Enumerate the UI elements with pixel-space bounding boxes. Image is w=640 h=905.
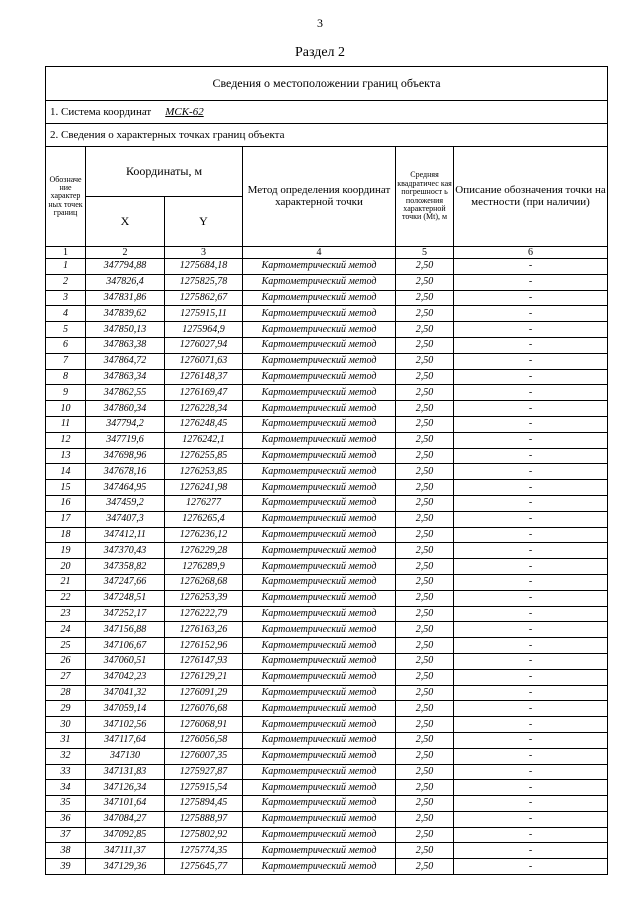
y-coord-cell: 1276229,28 (165, 543, 243, 559)
point-id-cell: 3 (46, 290, 86, 306)
y-coord-cell: 1276068,91 (165, 717, 243, 733)
point-id-cell: 13 (46, 448, 86, 464)
method-cell: Картометрический метод (243, 432, 396, 448)
x-coord-cell: 347252,17 (86, 606, 165, 622)
table-row (46, 859, 608, 875)
accuracy-cell: 2,50 (396, 748, 454, 764)
y-coord-cell: 1275888,97 (165, 811, 243, 827)
point-id-cell: 2 (46, 274, 86, 290)
table-row (46, 748, 608, 764)
table-row (46, 732, 608, 748)
point-id-cell: 5 (46, 322, 86, 338)
table-row (46, 337, 608, 353)
accuracy-cell: 2,50 (396, 369, 454, 385)
coord-system-label: 1. Система координат (50, 106, 152, 118)
method-cell: Картометрический метод (243, 385, 396, 401)
accuracy-cell: 2,50 (396, 717, 454, 733)
method-cell: Картометрический метод (243, 859, 396, 875)
point-id-cell: 16 (46, 495, 86, 511)
accuracy-cell: 2,50 (396, 796, 454, 812)
col-header-description: Описание обозначения точки на местности (при наличии) (454, 147, 608, 247)
y-coord-cell: 1276071,63 (165, 353, 243, 369)
x-coord-cell: 347459,2 (86, 495, 165, 511)
section-title: Раздел 2 (294, 45, 346, 60)
description-cell: - (454, 306, 608, 322)
y-coord-cell: 1276242,1 (165, 432, 243, 448)
accuracy-cell: 2,50 (396, 653, 454, 669)
x-coord-cell: 347839,62 (86, 306, 165, 322)
accuracy-cell: 2,50 (396, 353, 454, 369)
accuracy-cell: 2,50 (396, 480, 454, 496)
table-row (46, 669, 608, 685)
point-id-cell: 8 (46, 369, 86, 385)
description-cell: - (454, 764, 608, 780)
coord-system-value: МСК-62 (165, 106, 204, 118)
table-row (46, 559, 608, 575)
accuracy-cell: 2,50 (396, 559, 454, 575)
column-number: 2 (86, 247, 165, 259)
method-cell: Картометрический метод (243, 511, 396, 527)
method-cell: Картометрический метод (243, 543, 396, 559)
accuracy-cell: 2,50 (396, 732, 454, 748)
coord-system-row (46, 101, 608, 124)
y-coord-cell: 1276091,29 (165, 685, 243, 701)
method-cell: Картометрический метод (243, 732, 396, 748)
y-coord-cell: 1276277 (165, 495, 243, 511)
accuracy-cell: 2,50 (396, 590, 454, 606)
point-id-cell: 28 (46, 685, 86, 701)
description-cell: - (454, 590, 608, 606)
point-id-cell: 1 (46, 259, 86, 275)
method-cell: Картометрический метод (243, 464, 396, 480)
table-row (46, 464, 608, 480)
description-cell: - (454, 401, 608, 417)
method-cell: Картометрический метод (243, 448, 396, 464)
table-row (46, 764, 608, 780)
point-id-cell: 21 (46, 574, 86, 590)
accuracy-cell: 2,50 (396, 322, 454, 338)
method-cell: Картометрический метод (243, 527, 396, 543)
point-id-cell: 35 (46, 796, 86, 812)
col-header-method: Метод определения координат характерной точки (243, 147, 396, 247)
description-cell: - (454, 385, 608, 401)
description-cell: - (454, 337, 608, 353)
y-coord-cell: 1276027,94 (165, 337, 243, 353)
description-cell: - (454, 638, 608, 654)
point-id-cell: 12 (46, 432, 86, 448)
method-cell: Картометрический метод (243, 764, 396, 780)
table-row (46, 638, 608, 654)
description-cell: - (454, 353, 608, 369)
accuracy-cell: 2,50 (396, 606, 454, 622)
description-cell: - (454, 859, 608, 875)
description-cell: - (454, 717, 608, 733)
point-id-cell: 30 (46, 717, 86, 733)
description-cell: - (454, 606, 608, 622)
accuracy-cell: 2,50 (396, 401, 454, 417)
description-cell: - (454, 432, 608, 448)
table-row (46, 495, 608, 511)
method-cell: Картометрический метод (243, 480, 396, 496)
table-row (46, 259, 608, 275)
description-cell: - (454, 843, 608, 859)
accuracy-cell: 2,50 (396, 495, 454, 511)
table-row (46, 543, 608, 559)
point-id-cell: 20 (46, 559, 86, 575)
point-id-cell: 6 (46, 337, 86, 353)
y-coord-cell: 1276056,58 (165, 732, 243, 748)
col-header-y: Y (165, 197, 243, 247)
description-cell: - (454, 732, 608, 748)
table-row (46, 527, 608, 543)
accuracy-cell: 2,50 (396, 527, 454, 543)
x-coord-cell: 347826,4 (86, 274, 165, 290)
method-cell: Картометрический метод (243, 717, 396, 733)
accuracy-cell: 2,50 (396, 764, 454, 780)
y-coord-cell: 1276265,4 (165, 511, 243, 527)
y-coord-cell: 1276147,93 (165, 653, 243, 669)
y-coord-cell: 1276163,26 (165, 622, 243, 638)
x-coord-cell: 347864,72 (86, 353, 165, 369)
table-row (46, 796, 608, 812)
point-id-cell: 34 (46, 780, 86, 796)
page-number: 3 (317, 16, 323, 30)
accuracy-cell: 2,50 (396, 306, 454, 322)
description-cell: - (454, 653, 608, 669)
description-cell: - (454, 480, 608, 496)
method-cell: Картометрический метод (243, 259, 396, 275)
method-cell: Картометрический метод (243, 353, 396, 369)
y-coord-cell: 1276076,68 (165, 701, 243, 717)
method-cell: Картометрический метод (243, 274, 396, 290)
table-row (46, 653, 608, 669)
x-coord-cell: 347248,51 (86, 590, 165, 606)
y-coord-cell: 1275915,11 (165, 306, 243, 322)
point-id-cell: 32 (46, 748, 86, 764)
table-row (46, 353, 608, 369)
accuracy-cell: 2,50 (396, 337, 454, 353)
x-coord-cell: 347464,95 (86, 480, 165, 496)
x-coord-cell: 347156,88 (86, 622, 165, 638)
description-cell: - (454, 543, 608, 559)
method-cell: Картометрический метод (243, 685, 396, 701)
column-number: 6 (454, 247, 608, 259)
accuracy-cell: 2,50 (396, 432, 454, 448)
table-row (46, 574, 608, 590)
y-coord-cell: 1276222,79 (165, 606, 243, 622)
point-id-cell: 15 (46, 480, 86, 496)
point-id-cell: 37 (46, 827, 86, 843)
table-row (46, 385, 608, 401)
x-coord-cell: 347862,55 (86, 385, 165, 401)
table-row (46, 480, 608, 496)
table-row (46, 606, 608, 622)
method-cell: Картометрический метод (243, 827, 396, 843)
accuracy-cell: 2,50 (396, 511, 454, 527)
method-cell: Картометрический метод (243, 495, 396, 511)
table-row (46, 622, 608, 638)
description-cell: - (454, 622, 608, 638)
y-coord-cell: 1276148,37 (165, 369, 243, 385)
x-coord-cell: 347860,34 (86, 401, 165, 417)
description-cell: - (454, 669, 608, 685)
y-coord-cell: 1275862,67 (165, 290, 243, 306)
x-coord-cell: 347129,36 (86, 859, 165, 875)
col-header-x: X (86, 197, 165, 247)
method-cell: Картометрический метод (243, 622, 396, 638)
method-cell: Картометрический метод (243, 606, 396, 622)
table-row (46, 448, 608, 464)
method-cell: Картометрический метод (243, 653, 396, 669)
description-cell: - (454, 495, 608, 511)
x-coord-cell: 347084,27 (86, 811, 165, 827)
method-cell: Картометрический метод (243, 748, 396, 764)
point-id-cell: 19 (46, 543, 86, 559)
x-coord-cell: 347126,34 (86, 780, 165, 796)
x-coord-cell: 347850,13 (86, 322, 165, 338)
description-cell: - (454, 464, 608, 480)
description-cell: - (454, 796, 608, 812)
method-cell: Картометрический метод (243, 796, 396, 812)
column-number: 3 (165, 247, 243, 259)
x-coord-cell: 347101,64 (86, 796, 165, 812)
point-id-cell: 4 (46, 306, 86, 322)
col-header-accuracy: Средняя квадратичес кая погрешност ь положения характерной точки (Mt), м (396, 147, 454, 247)
point-id-cell: 25 (46, 638, 86, 654)
x-coord-cell: 347247,66 (86, 574, 165, 590)
x-coord-cell: 347407,3 (86, 511, 165, 527)
table-row (46, 511, 608, 527)
point-id-cell: 33 (46, 764, 86, 780)
point-id-cell: 31 (46, 732, 86, 748)
column-number: 5 (396, 247, 454, 259)
description-cell: - (454, 559, 608, 575)
table-row (46, 590, 608, 606)
table-row (46, 306, 608, 322)
accuracy-cell: 2,50 (396, 685, 454, 701)
table-row (46, 701, 608, 717)
method-cell: Картометрический метод (243, 337, 396, 353)
accuracy-cell: 2,50 (396, 543, 454, 559)
accuracy-cell: 2,50 (396, 290, 454, 306)
y-coord-cell: 1276228,34 (165, 401, 243, 417)
y-coord-cell: 1275774,35 (165, 843, 243, 859)
point-id-cell: 23 (46, 606, 86, 622)
x-coord-cell: 347863,38 (86, 337, 165, 353)
description-cell: - (454, 369, 608, 385)
method-cell: Картометрический метод (243, 574, 396, 590)
method-cell: Картометрический метод (243, 401, 396, 417)
y-coord-cell: 1275684,18 (165, 259, 243, 275)
x-coord-cell: 347358,82 (86, 559, 165, 575)
accuracy-cell: 2,50 (396, 574, 454, 590)
boundary-points-table (45, 66, 608, 875)
description-cell: - (454, 780, 608, 796)
description-cell: - (454, 748, 608, 764)
point-id-cell: 10 (46, 401, 86, 417)
table-row (46, 432, 608, 448)
y-coord-cell: 1276268,68 (165, 574, 243, 590)
y-coord-cell: 1276152,96 (165, 638, 243, 654)
table-row (46, 416, 608, 432)
y-coord-cell: 1275915,54 (165, 780, 243, 796)
table-row (46, 369, 608, 385)
x-coord-cell: 347719,6 (86, 432, 165, 448)
y-coord-cell: 1276236,12 (165, 527, 243, 543)
x-coord-cell: 347102,56 (86, 717, 165, 733)
table-row (46, 717, 608, 733)
y-coord-cell: 1275825,78 (165, 274, 243, 290)
description-cell: - (454, 701, 608, 717)
y-coord-cell: 1276241,98 (165, 480, 243, 496)
table-row (46, 322, 608, 338)
y-coord-cell: 1276289,9 (165, 559, 243, 575)
point-id-cell: 17 (46, 511, 86, 527)
accuracy-cell: 2,50 (396, 859, 454, 875)
accuracy-cell: 2,50 (396, 448, 454, 464)
table-row (46, 401, 608, 417)
accuracy-cell: 2,50 (396, 669, 454, 685)
description-cell: - (454, 290, 608, 306)
y-coord-cell: 1275927,87 (165, 764, 243, 780)
accuracy-cell: 2,50 (396, 385, 454, 401)
point-id-cell: 18 (46, 527, 86, 543)
x-coord-cell: 347794,2 (86, 416, 165, 432)
y-coord-cell: 1276253,85 (165, 464, 243, 480)
accuracy-cell: 2,50 (396, 622, 454, 638)
description-cell: - (454, 322, 608, 338)
point-id-cell: 7 (46, 353, 86, 369)
description-cell: - (454, 416, 608, 432)
y-coord-cell: 1276129,21 (165, 669, 243, 685)
x-coord-cell: 347060,51 (86, 653, 165, 669)
col-header-point-id: Обозначе ние характер ных точек границ (46, 147, 86, 247)
x-coord-cell: 347412,11 (86, 527, 165, 543)
point-id-cell: 9 (46, 385, 86, 401)
table-row (46, 780, 608, 796)
accuracy-cell: 2,50 (396, 464, 454, 480)
description-cell: - (454, 685, 608, 701)
point-id-cell: 27 (46, 669, 86, 685)
table-row (46, 843, 608, 859)
col-header-coordinates: Координаты, м (86, 147, 243, 197)
y-coord-cell: 1275964,9 (165, 322, 243, 338)
method-cell: Картометрический метод (243, 369, 396, 385)
method-cell: Картометрический метод (243, 306, 396, 322)
method-cell: Картометрический метод (243, 811, 396, 827)
x-coord-cell: 347370,43 (86, 543, 165, 559)
method-cell: Картометрический метод (243, 780, 396, 796)
x-coord-cell: 347059,14 (86, 701, 165, 717)
x-coord-cell: 347863,34 (86, 369, 165, 385)
point-id-cell: 29 (46, 701, 86, 717)
description-cell: - (454, 274, 608, 290)
method-cell: Картометрический метод (243, 290, 396, 306)
accuracy-cell: 2,50 (396, 780, 454, 796)
y-coord-cell: 1276169,47 (165, 385, 243, 401)
point-id-cell: 24 (46, 622, 86, 638)
x-coord-cell: 347131,83 (86, 764, 165, 780)
description-cell: - (454, 527, 608, 543)
point-id-cell: 38 (46, 843, 86, 859)
table-row (46, 827, 608, 843)
y-coord-cell: 1275645,77 (165, 859, 243, 875)
y-coord-cell: 1275894,45 (165, 796, 243, 812)
x-coord-cell: 347041,32 (86, 685, 165, 701)
x-coord-cell: 347130 (86, 748, 165, 764)
accuracy-cell: 2,50 (396, 416, 454, 432)
column-number: 1 (46, 247, 86, 259)
method-cell: Картометрический метод (243, 701, 396, 717)
accuracy-cell: 2,50 (396, 259, 454, 275)
method-cell: Картометрический метод (243, 669, 396, 685)
accuracy-cell: 2,50 (396, 274, 454, 290)
x-coord-cell: 347678,16 (86, 464, 165, 480)
y-coord-cell: 1275802,92 (165, 827, 243, 843)
description-cell: - (454, 511, 608, 527)
table-heading: Сведения о местоположении границ объекта (46, 67, 608, 101)
x-coord-cell: 347698,96 (86, 448, 165, 464)
point-id-cell: 11 (46, 416, 86, 432)
x-coord-cell: 347831,86 (86, 290, 165, 306)
accuracy-cell: 2,50 (396, 811, 454, 827)
method-cell: Картометрический метод (243, 416, 396, 432)
point-id-cell: 14 (46, 464, 86, 480)
method-cell: Картометрический метод (243, 590, 396, 606)
accuracy-cell: 2,50 (396, 701, 454, 717)
column-number-row (46, 247, 608, 259)
accuracy-cell: 2,50 (396, 827, 454, 843)
method-cell: Картометрический метод (243, 843, 396, 859)
x-coord-cell: 347042,23 (86, 669, 165, 685)
table-row (46, 811, 608, 827)
description-cell: - (454, 448, 608, 464)
accuracy-cell: 2,50 (396, 638, 454, 654)
accuracy-cell: 2,50 (396, 843, 454, 859)
method-cell: Картометрический метод (243, 638, 396, 654)
y-coord-cell: 1276255,85 (165, 448, 243, 464)
table-row (46, 685, 608, 701)
point-id-cell: 36 (46, 811, 86, 827)
table-row (46, 290, 608, 306)
x-coord-cell: 347794,88 (86, 259, 165, 275)
point-id-cell: 39 (46, 859, 86, 875)
description-cell: - (454, 259, 608, 275)
x-coord-cell: 347106,67 (86, 638, 165, 654)
table-row (46, 274, 608, 290)
x-coord-cell: 347092,85 (86, 827, 165, 843)
point-id-cell: 26 (46, 653, 86, 669)
y-coord-cell: 1276253,39 (165, 590, 243, 606)
description-cell: - (454, 827, 608, 843)
points-heading: 2. Сведения о характерных точках границ объекта (46, 124, 608, 147)
x-coord-cell: 347111,37 (86, 843, 165, 859)
y-coord-cell: 1276248,45 (165, 416, 243, 432)
description-cell: - (454, 811, 608, 827)
description-cell: - (454, 574, 608, 590)
y-coord-cell: 1276007,35 (165, 748, 243, 764)
x-coord-cell: 347117,64 (86, 732, 165, 748)
method-cell: Картометрический метод (243, 322, 396, 338)
method-cell: Картометрический метод (243, 559, 396, 575)
column-number: 4 (243, 247, 396, 259)
point-id-cell: 22 (46, 590, 86, 606)
